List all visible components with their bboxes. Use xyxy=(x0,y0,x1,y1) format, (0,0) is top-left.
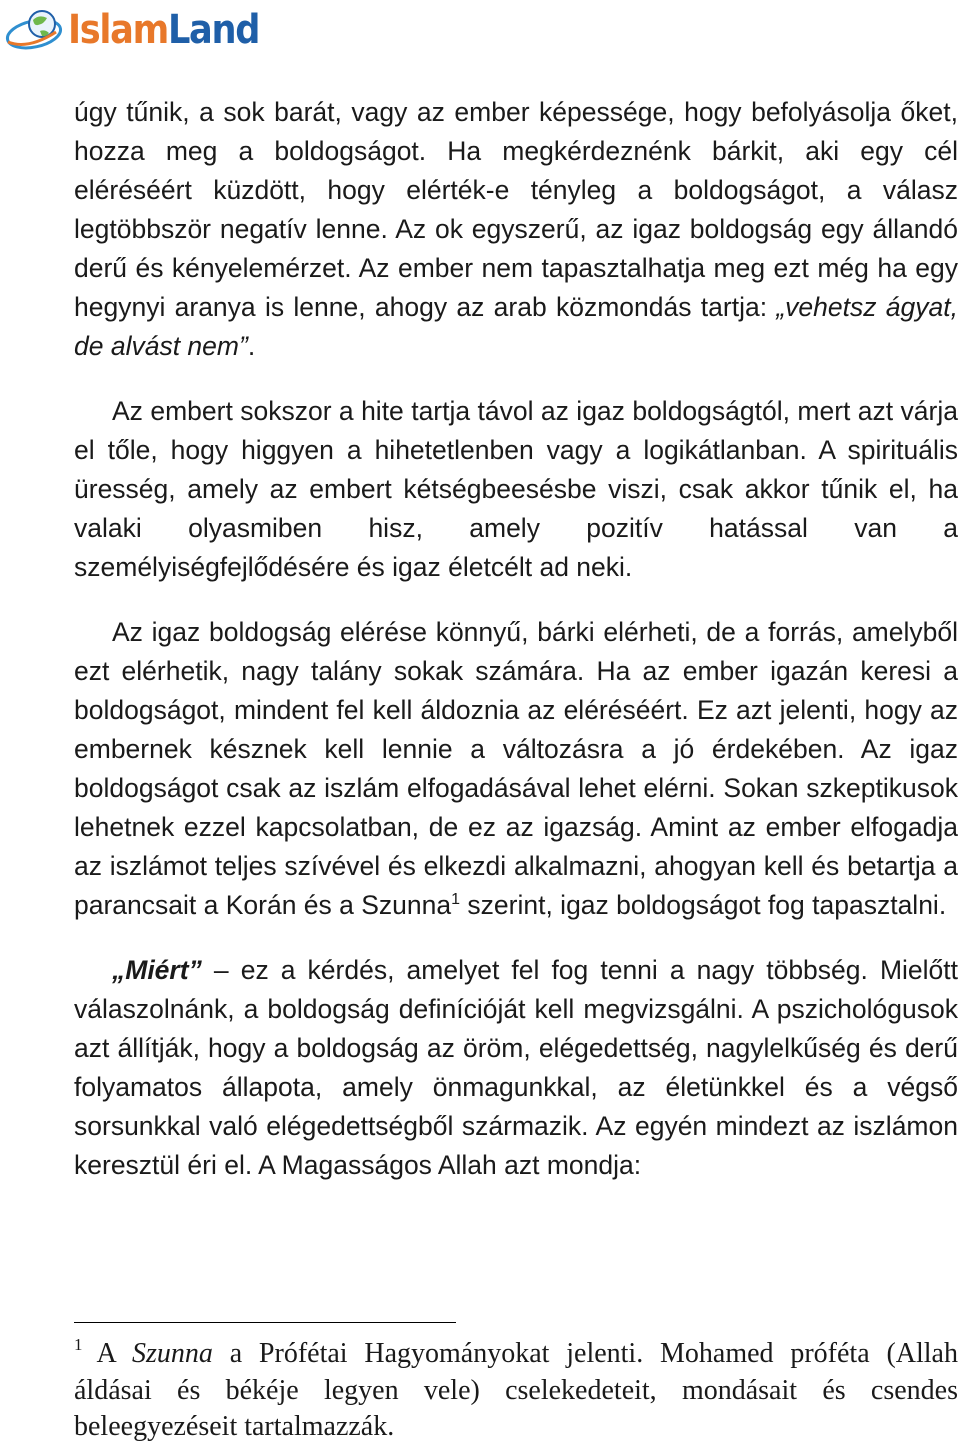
paragraph-3-text: Az igaz boldogság elérése könnyű, bárki elérheti, de a forrás, amelyből ezt elérhetik, nagy talány sokak számára. Ha az ember igazán keresi a boldogságot, mindent fel kell áldoznia az eléréséért. Ez azt jelenti, hogy az embernek késznek kell lennie a változásra a jó érdekében. Az igaz boldogságot csak az iszlám elfogadásával lehet elérni. Sokan szkeptikusok lehetnek ezzel kapcsolatban, de ez az igazság. Amint az ember elfogadja az iszlámot teljes szívével és elkezdi alkalmazni, ahogyan kell és betartja a parancsait a Korán és a Szunna xyxy=(74,617,958,920)
paragraph-1 xyxy=(74,93,958,366)
footnote-text-before: A xyxy=(96,1338,132,1369)
footnote-term: Szunna xyxy=(131,1338,213,1369)
footnote-reference[interactable]: 1 xyxy=(451,891,461,908)
footnote-text-after: a Prófétai Hagyományokat jelenti. Mohamed próféta (Allah áldásai és békéje legyen vele) cselekedeteit, mondásait és csendes beleegyezéseit tartalmazzák. xyxy=(74,1338,958,1442)
paragraph-1-end: . xyxy=(247,331,256,361)
paragraph-2: Az embert sokszor a hite tartja távol az igaz boldogságtól, mert azt várja el tőle, hogy higgyen a hihetetlenben vagy a logikátlanban. A spirituális üresség, amely az embert kétségbeesésbe viszi, csak akkor tűnik el, ha valaki olyasmiben hisz, amely pozitív hatással van a személyiségfejlődésére és igaz életcélt ad neki. xyxy=(74,396,958,582)
paragraph-3-end: szerint, igaz boldogságot fog tapasztalni. xyxy=(460,890,947,920)
footnote-marker: 1 xyxy=(74,1335,83,1354)
islamland-logo[interactable] xyxy=(4,4,285,56)
paragraph-4-lead: „Miért” xyxy=(112,955,202,985)
paragraph-1-text: úgy tűnik, a sok barát, vagy az ember képessége, hogy befolyásolja őket, hozza meg a boldogságot. Ha megkérdeznénk bárkit, aki egy cél eléréséért küzdött, hogy elérték-e tényleg a boldogságot, a válasz legtöbbször negatív lenne. Az ok egyszerű, az igaz boldogság egy állandó derű és kényelemérzet. Az ember nem tapasztalhatja meg ezt még ha egy hegynyi aranya is lenne, ahogy az arab közmondás tartja: xyxy=(74,97,958,322)
arab-proverb-quote: „vehetsz ágyat, de alvást nem” xyxy=(74,292,958,361)
article-body xyxy=(74,93,958,1185)
paragraph-4 xyxy=(74,951,958,1185)
globe-swoosh-icon xyxy=(4,4,66,56)
footnote xyxy=(74,1336,958,1446)
paragraph-4-text: – ez a kérdés, amelyet fel fog tenni a nagy többség. Mielőtt válaszolnánk, a boldogság definícióját kell megvizsgálni. A pszichológusok azt állítják, hogy a boldogság az öröm, elégedettség, nagylelkűség és derű folyamatos állapota, amely önmagunkkal, az életünkkel és a végső sorsunkkal való elégedettségből származik. Az egyén mindezt az iszlámon keresztül éri el. A Magasságos Allah azt mondja: xyxy=(74,955,958,1180)
logo-wordmark xyxy=(68,7,260,53)
logo-text-land: Land xyxy=(167,7,260,53)
paragraph-3 xyxy=(74,613,958,925)
logo-text-islam: Islam xyxy=(68,7,168,53)
footnote-separator xyxy=(74,1322,456,1323)
